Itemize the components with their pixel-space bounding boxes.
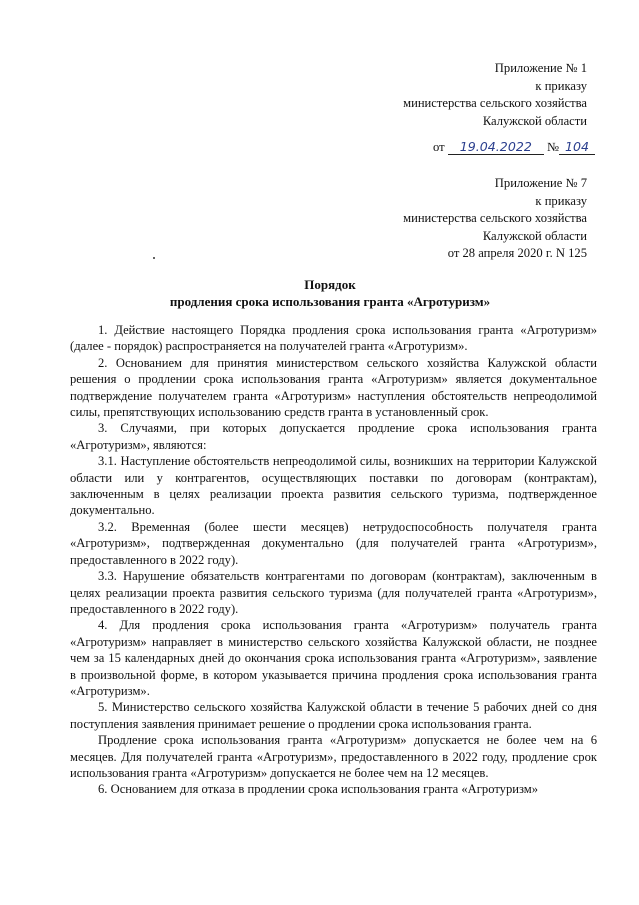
paragraph-6: 6. Основанием для отказа в продлении срока использования гранта «Агротуризм» <box>98 782 539 797</box>
order-date-prefix: от <box>433 140 445 154</box>
appendix-7-line: министерства сельского хозяйства <box>403 211 587 225</box>
appendix-1-line: Приложение № 1 <box>494 61 587 75</box>
paragraph-5: 5. Министерство сельского хозяйства Калужской области в течение 5 рабочих дней со дня поступления заявления принимает решение о продлении срока использования гранта. <box>70 700 597 731</box>
paragraph-2: 2. Основанием для принятия министерством сельского хозяйства Калужской области решения о продлении срока использования гранта «Агротуризм» является документальное подтверждение получателем гранта «Агротуризм» наступления обстоятельств непреодолимой силы, препятствующих использованию средств гранта в установленный срок. <box>70 355 597 420</box>
appendix-7-line: Приложение № 7 <box>494 176 587 190</box>
document-body <box>70 322 597 798</box>
title-line-2: продления срока использования гранта «Агротуризм» <box>169 294 491 309</box>
appendix-7-line: от 28 апреля 2020 г. N 125 <box>447 246 587 260</box>
appendix-1-header <box>403 60 587 130</box>
paragraph-3: 3. Случаями, при которых допускается продление срока использования гранта «Агротуризм», являются: <box>70 421 597 452</box>
paragraph-5-extension: Продление срока использования гранта «Агротуризм» допускается не более чем на 6 месяцев. Для получателей гранта «Агротуризм», предоставленного в 2022 году, продление срок использования гранта «Агротуризм» допускается не более чем на 12 месяцев. <box>70 733 597 780</box>
paragraph-4: 4. Для продления срока использования гранта «Агротуризм» получатель гранта «Агротуризм» направляет в министерство сельского хозяйства Калужской области, не позднее чем за 15 календарных дней до окончания срока использования гранта «Агротуризм», заявление в произвольной форме, в котором указывается причина продления срока использования гранта «Агротуризм». <box>70 618 597 698</box>
title-line-1: Порядок <box>304 277 356 292</box>
handwritten-order-number: 104 <box>559 139 595 155</box>
appendix-7-header <box>403 175 587 263</box>
paragraph-3-3: 3.3. Нарушение обязательств контрагентами по договорам (контрактам), заключенным в целях реализации проекта развития сельского туризма (для получателей гранта «Агротуризм», предоставленного в 2022 году). <box>70 569 597 616</box>
paragraph-3-2: 3.2. Временная (более шести месяцев) нетрудоспособность получателя гранта «Агротуризм», подтвержденная документально (для получателей гранта «Агротуризм», предоставленного в 2022 году). <box>70 519 597 567</box>
order-number-prefix: № <box>546 140 559 154</box>
appendix-1-line: Калужской области <box>482 113 587 128</box>
paragraph-1: 1. Действие настоящего Порядка продления срока использования гранта «Агротуризм» (далее - порядок) распространяется на получателей гранта «Агротуризм». <box>70 323 597 354</box>
handwritten-order-date: 19.04.2022 <box>448 139 544 155</box>
appendix-1-line: к приказу <box>535 78 587 93</box>
scan-speck <box>153 257 155 259</box>
paragraph-3-1: 3.1. Наступление обстоятельств непреодолимой силы, возникших на территории Калужской области или у контрагентов, осуществляющих поставки по договорам (контрактам), заключенным в целях реализации проекта развития сельского туризма, подтвержденное документально. <box>70 454 597 518</box>
document-title <box>70 276 590 310</box>
appendix-7-line: к приказу <box>535 193 587 208</box>
appendix-7-line: Калужской области <box>482 228 587 243</box>
order-date-number <box>433 139 595 155</box>
appendix-1-line: министерства сельского хозяйства <box>403 96 587 110</box>
